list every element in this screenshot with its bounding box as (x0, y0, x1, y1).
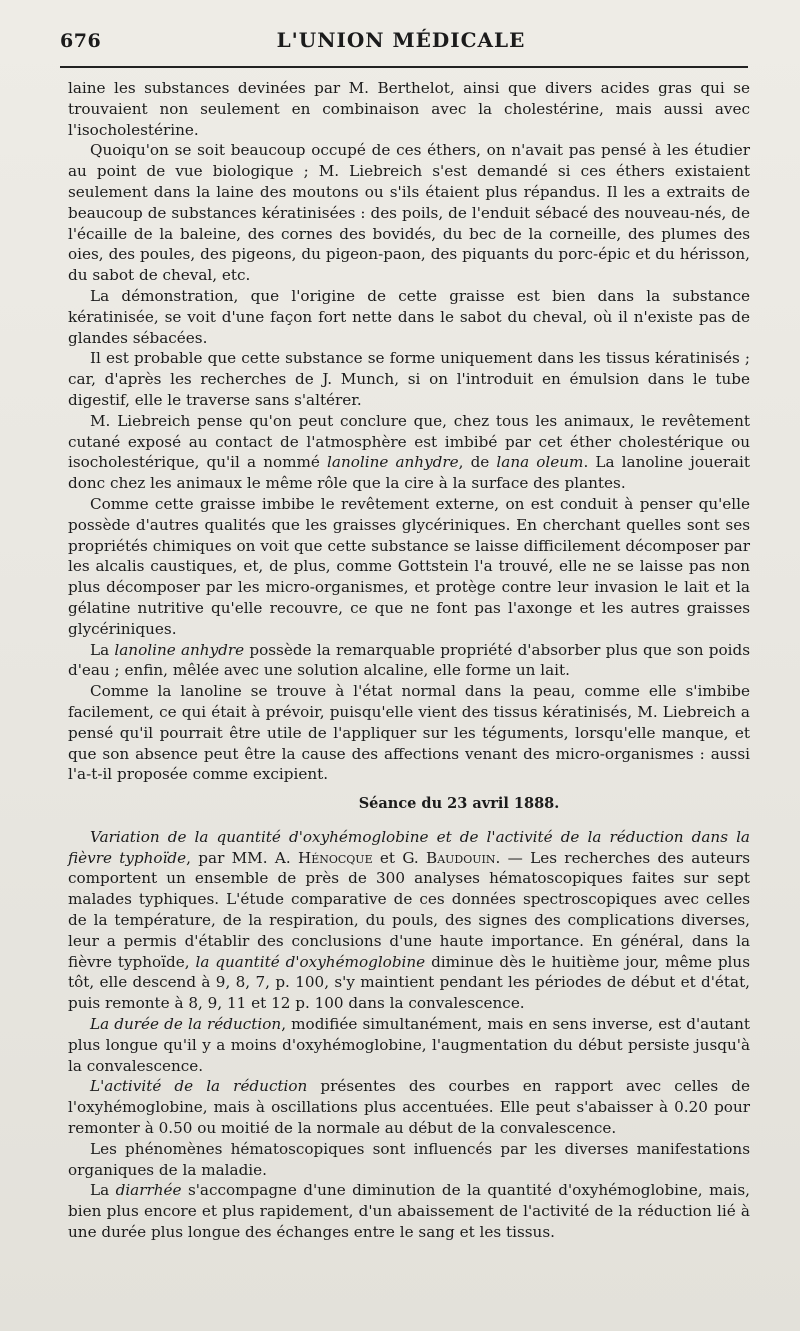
paragraph: Il est probable que cette substance se forme uniquement dans les tissus kératinisés ; car, d'après les recherches de J. Munch, si on l'introduit en émulsion dans le tube digestif, elle le traverse sans s'altérer. (68, 349, 750, 409)
running-title: L'UNION MÉDICALE (276, 28, 526, 52)
text-run: , de (458, 453, 497, 472)
text-run: La (90, 640, 115, 659)
paragraph (68, 827, 750, 1014)
paragraph: Comme cette graisse imbibe le revêtement externe, on est conduit à penser qu'elle possède d'autres qualités que les graisses glycériniques. En cherchant quelles sont ses propriétés chimiques on voit que cette substance se laisse difficilement décomposer par les alcalis caustiques, et, de plus, comme Gottstein l'a trouvé, elle ne se laisse pas non plus décomposer par les micro-organismes, et protège contre leur invasion le lait et la gélatine nutritive qu'elle recouvre, ce que ne font pas l'axonge et les autres graisses glycériniques. (68, 494, 750, 638)
author-name: G. Baudouin (402, 848, 496, 867)
text-run: diminue dès le huitième jour, même plus tôt, elle descend à 9, 8, 7, p. 100, s'y maintient pendant les périodes de début et d'état, puis remonte à 8, 9, 11 et 12 p. 100 dans la convalescence. (68, 952, 750, 1013)
paragraph (68, 411, 750, 494)
italic-term: lanoline anhydre (114, 640, 245, 659)
article-body (68, 78, 750, 1243)
text-run: possède la remarquable propriété d'absorber plus que son poids d'eau ; enfin, mêlée avec une solution alcaline, elle forme un lait. (68, 640, 751, 680)
text-run: et (372, 848, 403, 867)
italic-term: lanoline anhydre (327, 453, 459, 472)
author-name: A. Hénocque (274, 848, 373, 867)
paragraph (68, 1180, 750, 1242)
text-run: , modifiée simultanément, mais en sens inverse, est d'autant plus longue qu'il y a moins d'oxyhémoglobine, l'augmentation du début persiste jusqu'à la convalescence. (68, 1015, 750, 1075)
header-rule (60, 66, 748, 68)
italic-term: la quantité d'oxyhémoglobine (195, 952, 426, 971)
text-run: . — Les recherches des auteurs comportent un ensemble de près de 300 analyses hématoscopiques faites sur sept malades typhiques. L'étude comparative de ces données spectroscopiques avec celles de la température, de la respiration, du pouls, des signes des complications diverses, leur a permis d'établir des conclusions d'une haute importance. En général, dans la fièvre typhoïde, (68, 848, 751, 971)
text-run: M. Liebreich pense qu'on peut conclure que, chez tous les animaux, le revêtement cutané exposé au contact de l'atmosphère est imbibé par cet éther cholestérique ou isocholestérique, qu'il a nommé (68, 411, 750, 472)
article-title: Variation de la quantité d'oxyhémoglobine et de l'activité de la réduction dans la fièvre typhoïde (68, 827, 750, 867)
paragraph: La démonstration, que l'origine de cette graisse est bien dans la substance kératinisée, se voit d'une façon fort nette dans le sabot du cheval, où il n'existe pas de glandes sébacées. (68, 286, 750, 347)
italic-term: lana oleum (496, 453, 584, 472)
text-run: s'accompagne d'une diminution de la quantité d'oxyhémoglobine, mais, bien plus encore et plus rapidement, d'un abaissement de l'activité de la réduction lié à une durée plus longue des échanges entre le sang et les tissus. (68, 1181, 750, 1242)
page-header (60, 26, 742, 66)
paragraph: Quoiqu'on se soit beaucoup occupé de ces éthers, on n'avait pas pensé à les étudier au point de vue biologique ; M. Liebreich s'est demandé si ces éthers existaient seulement dans la laine des moutons ou s'ils étaient plus répandus. Il les a extraits de beaucoup de substances kératinisées : des poils, de l'enduit sébacé des nouveau-nés, de l'écaille de la baleine, des cornes des bovidés, du bec de la corneille, des plumes des oies, des poules, des pigeons, du pigeon-paon, des piquants du porc-épic et du hérisson, du sabot de cheval, etc. (68, 141, 750, 285)
paragraph (68, 640, 750, 682)
text-run: La (90, 1181, 116, 1200)
paragraph: Les phénomènes hématoscopiques sont influencés par les diverses manifestations organiques de la maladie. (68, 1139, 750, 1179)
text-run: . La lanoline jouerait donc chez les animaux le même rôle que la cire à la surface des plantes. (68, 453, 751, 493)
italic-term: La durée de la réduction (90, 1015, 282, 1034)
text-run: , par MM. (186, 848, 275, 867)
italic-term: diarrhée (115, 1181, 182, 1200)
paragraph: Comme la lanoline se trouve à l'état normal dans la peau, comme elle s'imbibe facilement, ce qui était à prévoir, puisqu'elle vient des tissus kératinisés, M. Liebreich a pensé qu'il pourrait être utile de l'appliquer sur les téguments, lorsqu'elle manque, et que son absence peut être la cause des affections venant des micro-organismes : aussi l'a-t-il proposée comme excipient. (68, 682, 750, 784)
page-number: 676 (60, 30, 102, 52)
italic-term: L'activité de la réduction (90, 1077, 308, 1096)
text-run: présentes des courbes en rapport avec celles de l'oxyhémoglobine, mais à oscillations plus accentuées. Elle peut s'abaisser à 0.20 pour remonter à 0.50 ou moitié de la normale au début de la convalescence. (68, 1077, 751, 1138)
paragraph-continued: laine les substances devinées par M. Berthelot, ainsi que divers acides gras qui se trouvaient non seulement en combinaison avec la cholestérine, mais aussi avec l'isocholestérine. (68, 79, 750, 139)
paragraph (68, 1076, 750, 1138)
paragraph (68, 1014, 750, 1076)
section-heading: Séance du 23 avril 1888. (358, 795, 560, 813)
